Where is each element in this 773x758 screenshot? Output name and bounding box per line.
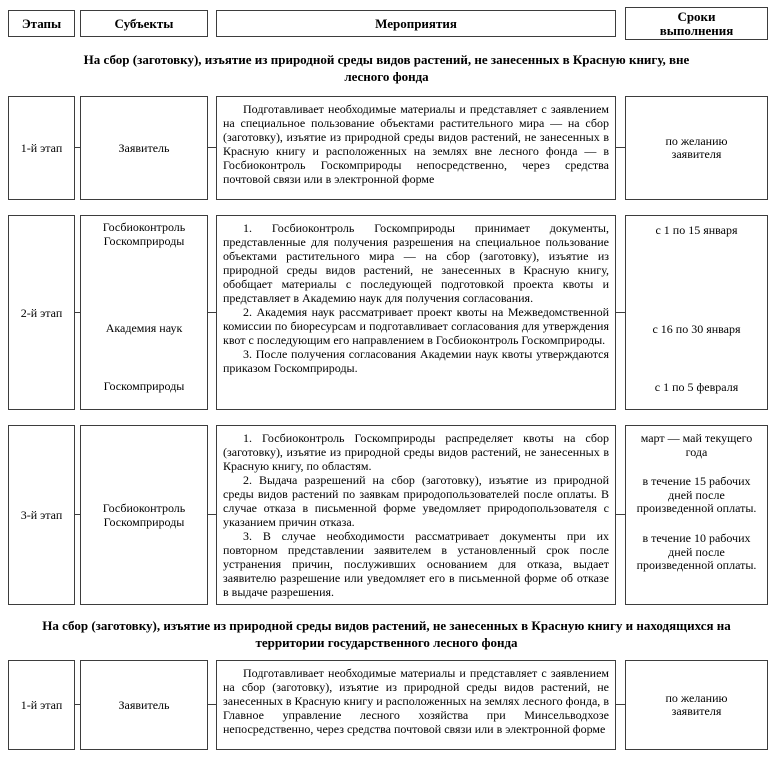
subject-entry: Академия наук	[105, 321, 183, 335]
activities-cell	[216, 660, 616, 750]
header-label-terms: Сроки выполнения	[659, 8, 734, 38]
activity-paragraph: 1. Госбиоконтроль Госкомприроды распределяет квоты на сбор (заготовку), изъятие из природной среды видов растений, не занесенных в Красную книгу, по областям.	[223, 431, 609, 473]
terms-cell	[625, 425, 768, 605]
header-label-subjects: Субъекты	[114, 15, 174, 31]
terms-cell	[625, 96, 768, 200]
connector-line	[616, 704, 625, 705]
connector-line	[75, 147, 80, 148]
activities-cell	[216, 96, 616, 200]
row-section1-stage1	[0, 96, 773, 200]
subjects-cell: Госбиоконтроль Госкомприроды	[80, 425, 208, 605]
term-entry	[629, 475, 764, 516]
activity-paragraph: 3. В случае необходимости рассматривает документы при их повторном представлении заявителем в установленный срок после устранения причин, послуживших основанием для отказа, выдает заявителю разрешение или уведомляет его в письменной форме об отказе в выдаче разрешения.	[223, 529, 609, 599]
row-section1-stage3	[0, 425, 773, 605]
section-title-text: На сбор (заготовку), изъятие из природной среды видов растений, не занесенных в Красную книгу и находящихся на территории государственного лесного фонда	[42, 618, 731, 650]
connector-line	[616, 147, 625, 148]
subjects-cell: Заявитель	[80, 660, 208, 750]
header-cell-terms	[625, 7, 768, 40]
connector-line	[208, 312, 217, 313]
activity-paragraph: 2. Академия наук рассматривает проект квоты на Межведомственной комиссии по биоресурсам и подготавливает согласования для утверждения квот с последующим его направлением в Госбиоконтроль Госкомприроды.	[223, 305, 609, 347]
connector-line	[616, 514, 625, 515]
terms-cell	[625, 215, 768, 410]
term-text: в течение 15 рабочих дней после произведенной оплаты.	[636, 474, 757, 515]
term-entry	[629, 532, 764, 573]
subjects-cell	[80, 215, 208, 410]
stage-cell: 1-й этап	[8, 660, 75, 750]
connector-line	[75, 704, 80, 705]
activity-paragraph: Подготавливает необходимые материалы и представляет с заявлением на сбор (заготовку), изъятие из природной среды видов растений, не занесенных в Красную книгу и расположенных на землях лесного фонда, в Главное управление лесного хозяйства при Минсельводхозе непосредственно, через средства почтовой связи или в электронной форме	[223, 666, 609, 736]
table-header-row	[0, 7, 773, 40]
header-label-stages: Этапы	[21, 15, 62, 31]
term-entry: с 16 по 30 января	[652, 322, 741, 336]
activity-paragraph: 1. Госбиоконтроль Госкомприроды принимает документы, представленные для получения разрешения на специальное пользование объектами растительного мира — на сбор (заготовку), изъятие из природной среды видов растений, не занесенных в Красную книгу, обобщает материалы с последующей подготовкой проекта квоты и представляет в Академию наук для получения согласования.	[223, 221, 609, 305]
subjects-cell: Заявитель	[80, 96, 208, 200]
row-section2-stage1	[0, 660, 773, 750]
terms-cell	[625, 660, 768, 750]
activities-cell	[216, 215, 616, 410]
term-text: в течение 10 рабочих дней после произведенной оплаты.	[636, 531, 757, 572]
subject-entry: Госкомприроды	[103, 379, 185, 393]
connector-line	[208, 147, 217, 148]
section-title-text: На сбор (заготовку), изъятие из природной среды видов растений, не занесенных в Красную книгу, вне лесного фонда	[83, 52, 690, 84]
stage-cell: 2-й этап	[8, 215, 75, 410]
section-title-outside-forest-fund	[0, 51, 773, 85]
term-entry: по желанию заявителя	[665, 690, 728, 718]
connector-line	[616, 312, 625, 313]
term-entry: по желанию заявителя	[665, 133, 728, 161]
activity-paragraph: 3. После получения согласования Академии наук квоты утверждаются приказом Госкомприроды.	[223, 347, 609, 375]
activity-paragraph: 2. Выдача разрешений на сбор (заготовку), изъятие из природной среды видов растений по заявкам природопользователей после оплаты. В случае отказа в письменной форме уведомляет природопользователя с указанием причин отказа.	[223, 473, 609, 529]
activities-cell	[216, 425, 616, 605]
term-entry: с 1 по 15 января	[655, 223, 738, 237]
term-entry	[629, 432, 764, 459]
stage-cell: 3-й этап	[8, 425, 75, 605]
row-section1-stage2	[0, 215, 773, 410]
header-cell-activities	[216, 10, 616, 37]
connector-line	[75, 514, 80, 515]
connector-line	[208, 514, 217, 515]
section-title-forest-fund	[0, 617, 773, 651]
header-cell-stages	[8, 10, 75, 37]
connector-line	[208, 704, 217, 705]
activity-paragraph: Подготавливает необходимые материалы и представляет с заявлением на специальное пользование объектами растительного мира — на сбор (заготовку), изъятие из природной среды видов растений, не занесенных в Красную книгу и расположенных на землях вне лесного фонда — в Госбиоконтроль Госкомприроды непосредственно, через средства почтовой связи или в электронной форме	[223, 102, 609, 186]
term-text: март — май текущего года	[640, 431, 753, 459]
subject-entry: Госбиоконтроль Госкомприроды	[102, 220, 186, 248]
term-entry: с 1 по 5 февраля	[654, 380, 739, 394]
header-cell-subjects	[80, 10, 208, 37]
stage-cell: 1-й этап	[8, 96, 75, 200]
header-label-activities: Мероприятия	[375, 15, 457, 31]
